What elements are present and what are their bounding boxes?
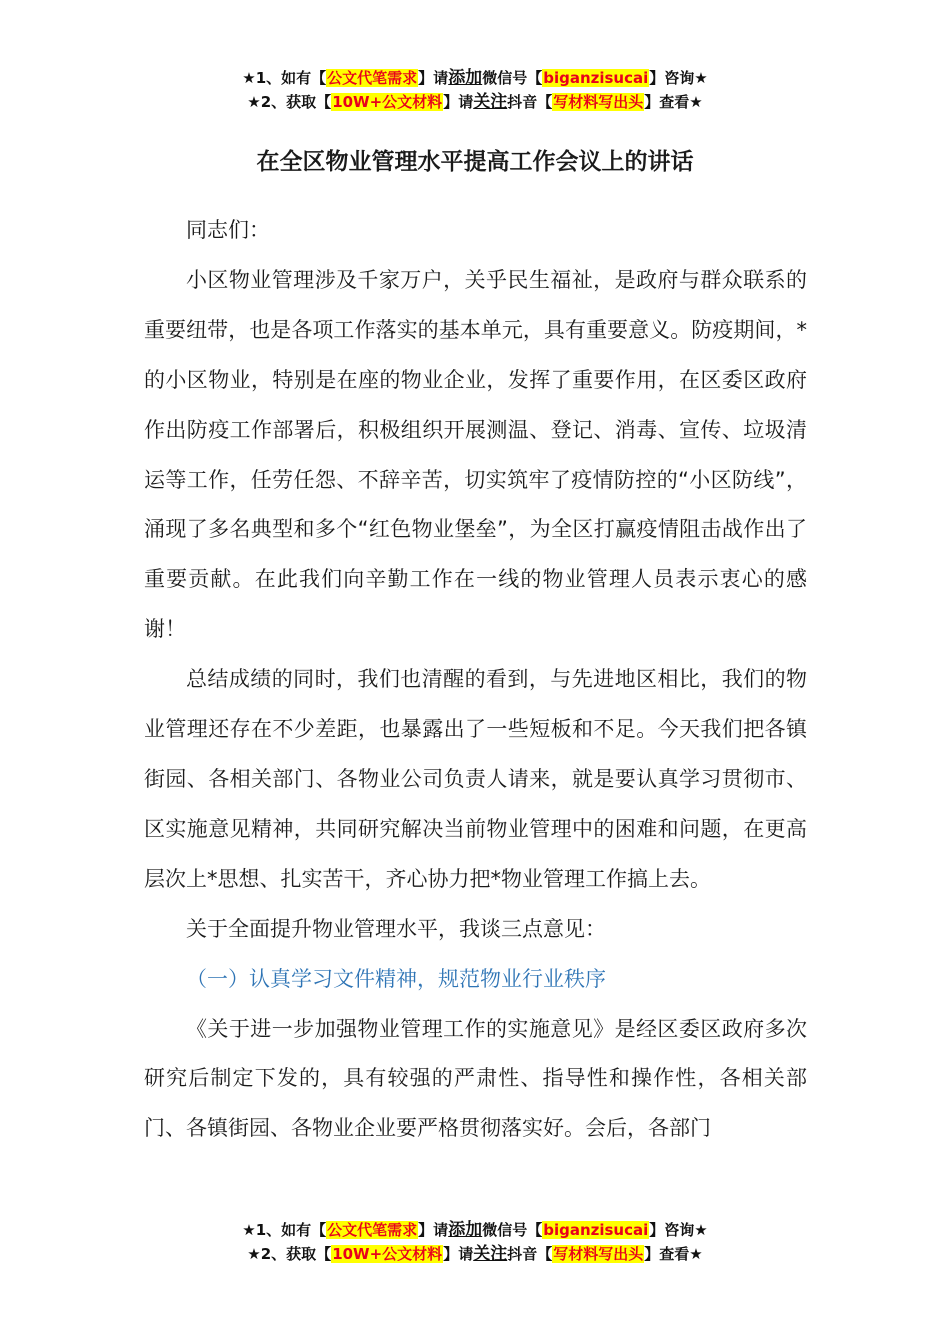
- document-body: [144, 206, 807, 1154]
- banner-text: 】咨询★: [649, 69, 708, 87]
- banner-text: 微信号【: [482, 1221, 543, 1239]
- banner-text: 】请: [418, 69, 449, 87]
- banner-emphasis: 添加: [448, 1220, 483, 1240]
- banner-text: 】请: [418, 1221, 449, 1239]
- banner-text: 】咨询★: [649, 1221, 708, 1239]
- salutation: 同志们：: [186, 218, 270, 242]
- banner-text: 】查看★: [644, 1245, 703, 1263]
- banner-line-1: [0, 1218, 950, 1242]
- body-paragraph: 小区物业管理涉及千家万户，关乎民生福祉，是政府与群众联系的重要纽带，也是各项工作落实的基本单元，具有重要意义。防疫期间，*的小区物业，特别是在座的物业企业，发挥了重要作用，在区委区政府作出防疫工作部署后，积极组织开展测温、登记、消毒、宣传、垃圾清运等工作，任劳任怨、不辞辛苦，切实筑牢了疫情防控的“小区防线”，涌现了多名典型和多个“红色物业堡垒”，为全区打赢疫情阻击战作出了重要贡献。在此我们向辛勤工作在一线的物业管理人员表示衷心的感谢！: [144, 267, 807, 642]
- banner-highlight: biganzisucai: [543, 1221, 649, 1239]
- banner-text: ★2、获取【: [247, 1245, 332, 1263]
- banner-highlight: 10W+公文材料: [332, 1245, 443, 1263]
- banner-highlight: 10W+公文材料: [332, 93, 443, 111]
- banner-text: 微信号【: [482, 69, 543, 87]
- banner-text: 抖音【: [507, 93, 553, 111]
- header-banner: [0, 66, 950, 114]
- banner-text: ★2、获取【: [247, 93, 332, 111]
- banner-highlight: biganzisucai: [543, 69, 649, 87]
- body-paragraph: 《关于进一步加强物业管理工作的实施意见》是经区委区政府多次研究后制定下发的，具有较强的严肃性、指导性和操作性，各相关部门、各镇街园、各物业企业要严格贯彻落实好。会后，各部门: [144, 1016, 807, 1141]
- section-heading: （一）认真学习文件精神，规范物业行业秩序: [186, 966, 606, 991]
- banner-emphasis: 添加: [448, 68, 483, 88]
- banner-text: ★1、如有【: [242, 69, 327, 87]
- document-title: 在全区物业管理水平提高工作会议上的讲话: [256, 149, 694, 175]
- banner-text: ★1、如有【: [242, 1221, 327, 1239]
- banner-line-2: [0, 1242, 950, 1266]
- banner-emphasis: 关注: [473, 92, 508, 112]
- banner-highlight: 写材料写出头: [553, 93, 644, 111]
- banner-emphasis: 关注: [473, 1244, 508, 1264]
- banner-text: 】请: [443, 93, 474, 111]
- footer-banner: [0, 1218, 950, 1266]
- banner-highlight: 公文代笔需求: [327, 69, 418, 87]
- body-paragraph: 总结成绩的同时，我们也清醒的看到，与先进地区相比，我们的物业管理还存在不少差距，也暴露出了一些短板和不足。今天我们把各镇街园、各相关部门、各物业公司负责人请来，就是要认真学习贯彻市、区实施意见精神，共同研究解决当前物业管理中的困难和问题，在更高层次上*思想、扎实苦干，齐心协力把*物业管理工作搞上去。: [144, 667, 807, 891]
- banner-highlight: 公文代笔需求: [327, 1221, 418, 1239]
- banner-highlight: 写材料写出头: [553, 1245, 644, 1263]
- banner-line-1: [0, 66, 950, 90]
- banner-text: 】请: [443, 1245, 474, 1263]
- body-paragraph: 关于全面提升物业管理水平，我谈三点意见：: [186, 916, 606, 941]
- banner-text: 抖音【: [507, 1245, 553, 1263]
- banner-line-2: [0, 90, 950, 114]
- banner-text: 】查看★: [644, 93, 703, 111]
